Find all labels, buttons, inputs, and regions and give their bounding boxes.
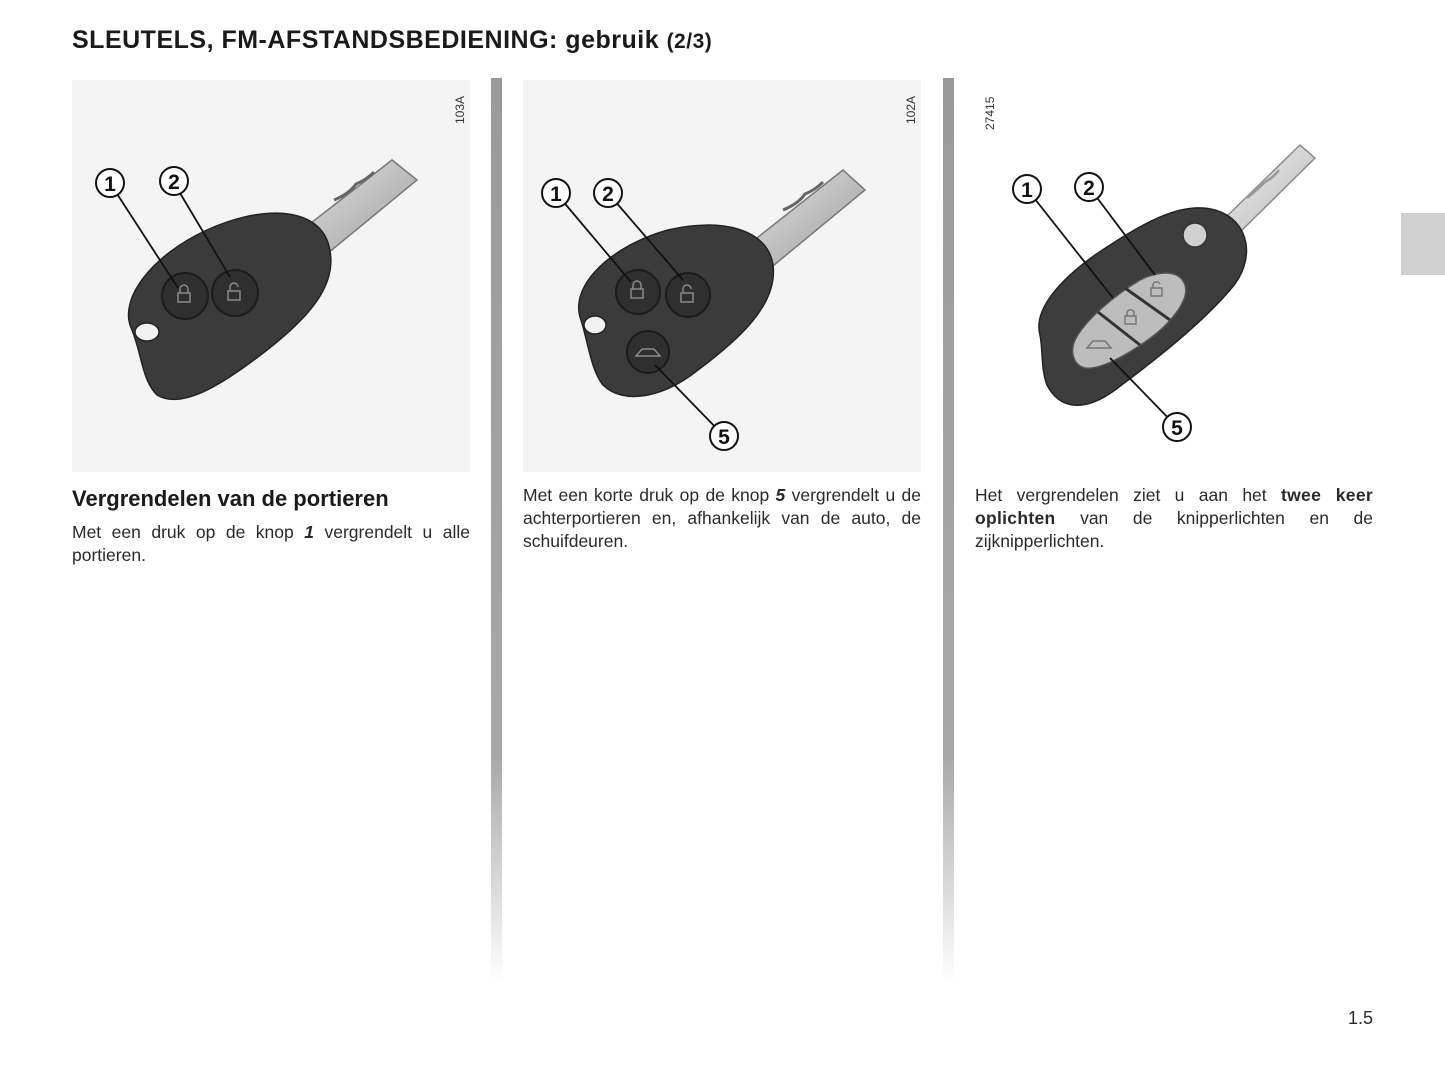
title-text: SLEUTELS, FM-AFSTANDSBEDIENING: gebruik <box>72 26 660 54</box>
figure-three-button-key <box>523 80 921 472</box>
flip-key-illustration <box>975 80 1373 472</box>
unlock-button-2 <box>666 273 710 317</box>
two-button-key-illustration <box>72 80 470 472</box>
callout-line-1 <box>110 183 178 288</box>
column-divider-right <box>943 78 954 983</box>
figure-flip-key <box>975 80 1373 472</box>
body-text-part: Met een druk op de knop <box>72 522 305 542</box>
body-text-part: vergrendelt u de achterportieren en, afhankelijk van de auto, de schuifdeuren. <box>523 485 921 551</box>
callout-1-label: 1 <box>550 183 562 206</box>
body-text-part: vergrendelt u alle portieren. <box>72 522 470 565</box>
body-text-part: van de knipperlichten en de zijknipperlichten. <box>975 508 1373 551</box>
title-page-indicator: (2/3) <box>666 30 713 53</box>
body-text-part: Met een korte druk op de knop <box>523 485 776 505</box>
body-text-part: Het vergrendelen ziet u aan het <box>975 485 1282 505</box>
callout-1 <box>542 179 570 207</box>
page-number: 1.5 <box>1347 1008 1373 1028</box>
section-heading: Vergrendelen van de portieren <box>72 486 389 511</box>
key-ring-hole <box>584 316 606 334</box>
callout-5-label: 5 <box>718 426 730 449</box>
body-text-emphasis: 5 <box>775 485 786 505</box>
column-three-button-key <box>523 80 921 553</box>
callout-2 <box>160 167 188 195</box>
callout-5-label: 5 <box>1171 417 1183 440</box>
figure-two-button-key <box>72 80 470 472</box>
callout-2-label: 2 <box>1083 177 1095 200</box>
callout-2-label: 2 <box>168 171 180 194</box>
callout-1-label: 1 <box>1021 179 1033 202</box>
body-text <box>523 484 921 553</box>
lock-button-1 <box>616 270 660 314</box>
callout-1-label: 1 <box>104 173 116 196</box>
body-text <box>975 484 1373 553</box>
three-button-key-illustration <box>523 80 921 472</box>
callout-1 <box>1013 175 1041 203</box>
key-ring-hole <box>135 323 159 341</box>
unlock-button-2 <box>212 270 258 316</box>
key-blade <box>1223 145 1315 235</box>
rear-door-button-5 <box>627 331 669 373</box>
body-text <box>72 521 470 567</box>
lock-button-1 <box>162 273 208 319</box>
page-title <box>72 26 712 55</box>
callout-2 <box>1075 173 1103 201</box>
callout-5 <box>1163 413 1191 441</box>
callout-5 <box>710 422 738 450</box>
figure-ref: 27415 <box>983 96 997 130</box>
chapter-tab <box>1401 213 1445 275</box>
body-text-emphasis: 1 <box>304 522 314 542</box>
callout-2 <box>594 179 622 207</box>
figure-ref: 103A <box>453 95 467 124</box>
body-text-emphasis: twee keer oplichten <box>975 485 1373 528</box>
flip-release-button <box>1183 223 1207 247</box>
column-two-button-key <box>72 80 470 567</box>
callout-1 <box>96 169 124 197</box>
column-divider-left <box>491 78 502 983</box>
figure-ref: 102A <box>904 95 918 124</box>
callout-2-label: 2 <box>602 183 614 206</box>
column-flip-key <box>975 80 1373 553</box>
